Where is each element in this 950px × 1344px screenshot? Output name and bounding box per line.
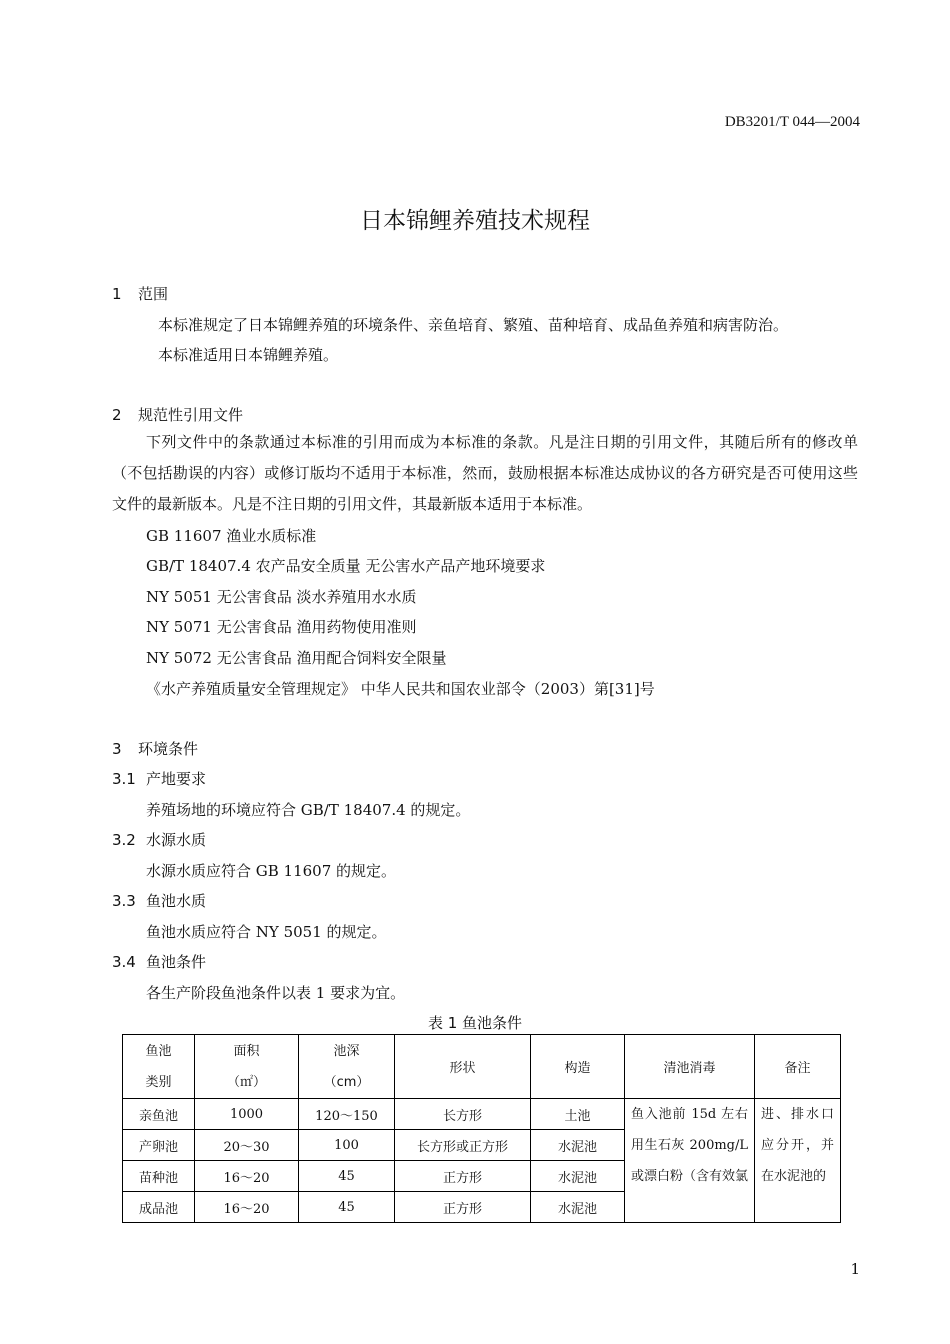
header-cell: 面积 （㎡） bbox=[195, 1035, 299, 1099]
document-code: DB3201/T 044—2004 bbox=[724, 114, 860, 130]
subsection-number: 3.1 bbox=[112, 770, 136, 788]
reference-item: NY 5051 无公害食品 淡水养殖用水水质 bbox=[146, 588, 417, 606]
section-2-heading bbox=[112, 404, 243, 425]
table-cell: 水泥池 bbox=[531, 1130, 625, 1161]
table-cell: 苗种池 bbox=[123, 1161, 195, 1192]
section-number: 2 bbox=[112, 406, 122, 424]
table-cell: 水泥池 bbox=[531, 1192, 625, 1223]
header-cell: 鱼池 类别 bbox=[123, 1035, 195, 1099]
subsection-number: 3.4 bbox=[112, 953, 136, 971]
subsection-number: 3.2 bbox=[112, 831, 136, 849]
table-row bbox=[123, 1099, 841, 1130]
page-number: 1 bbox=[850, 1260, 860, 1278]
table-cell: 正方形 bbox=[395, 1192, 531, 1223]
table-cell: 水泥池 bbox=[531, 1161, 625, 1192]
reference-item: GB 11607 渔业水质标准 bbox=[146, 527, 317, 545]
table-cell: 长方形或正方形 bbox=[395, 1130, 531, 1161]
table-cell: 45 bbox=[299, 1192, 395, 1223]
subsection-title: 水源水质 bbox=[146, 831, 207, 849]
cleaning-cell: 鱼入池前 15d 左右用生石灰 200mg/L 或漂白粉（含有效氯 bbox=[625, 1099, 755, 1223]
subsection-heading bbox=[112, 768, 206, 789]
pond-conditions-table bbox=[122, 1034, 841, 1223]
section-1-heading bbox=[112, 283, 168, 304]
table-cell: 1000 bbox=[195, 1099, 299, 1130]
header-cell: 清池消毒 bbox=[625, 1035, 755, 1099]
table-cell: 16～20 bbox=[195, 1161, 299, 1192]
section-title: 环境条件 bbox=[138, 740, 199, 758]
table-cell: 成品池 bbox=[123, 1192, 195, 1223]
table-cell: 120～150 bbox=[299, 1099, 395, 1130]
reference-item: GB/T 18407.4 农产品安全质量 无公害水产品产地环境要求 bbox=[146, 557, 546, 575]
header-cell: 构造 bbox=[531, 1035, 625, 1099]
subsection-title: 产地要求 bbox=[146, 770, 207, 788]
table-cell: 100 bbox=[299, 1130, 395, 1161]
subsection-number: 3.3 bbox=[112, 892, 136, 910]
paragraph: 下列文件中的条款通过本标准的引用而成为本标准的条款。凡是注日期的引用文件，其随后所有的修改单（不包括勘误的内容）或修订版均不适用于本标准，然而，鼓励根据本标准达成协议的各方研究是否可使用这些文件的最新版本。凡是不注日期的引用文件，其最新版本适用于本标准。 bbox=[112, 433, 858, 513]
table-cell: 正方形 bbox=[395, 1161, 531, 1192]
paragraph: 各生产阶段鱼池条件以表 1 要求为宜。 bbox=[146, 984, 406, 1002]
subsection-heading bbox=[112, 890, 206, 911]
table-cell: 16～20 bbox=[195, 1192, 299, 1223]
table-caption: 表 1 鱼池条件 bbox=[427, 1014, 523, 1032]
table-cell: 45 bbox=[299, 1161, 395, 1192]
reference-item: 《水产养殖质量安全管理规定》 中华人民共和国农业部令（2003）第[31]号 bbox=[146, 680, 655, 698]
notes-cell: 进、排水口应分开，并在水泥池的 bbox=[755, 1099, 841, 1223]
paragraph: 本标准规定了日本锦鲤养殖的环境条件、亲鱼培育、繁殖、苗种培育、成品鱼养殖和病害防治。 bbox=[158, 316, 789, 334]
table-cell: 长方形 bbox=[395, 1099, 531, 1130]
header-cell: 池深 （cm） bbox=[299, 1035, 395, 1099]
section-title: 规范性引用文件 bbox=[138, 406, 244, 424]
section-title: 范围 bbox=[138, 285, 169, 303]
paragraph: 水源水质应符合 GB 11607 的规定。 bbox=[146, 862, 397, 880]
table-header-row bbox=[123, 1035, 841, 1099]
section-number: 1 bbox=[112, 285, 122, 303]
subsection-title: 鱼池水质 bbox=[146, 892, 207, 910]
document-title: 日本锦鲤养殖技术规程 bbox=[360, 208, 590, 234]
reference-item: NY 5072 无公害食品 渔用配合饲料安全限量 bbox=[146, 649, 447, 667]
subsection-heading bbox=[112, 951, 206, 972]
subsection-heading bbox=[112, 829, 206, 850]
section-3-heading bbox=[112, 738, 198, 759]
table-cell: 土池 bbox=[531, 1099, 625, 1130]
table-cell: 亲鱼池 bbox=[123, 1099, 195, 1130]
header-cell: 形状 bbox=[395, 1035, 531, 1099]
table-cell: 20～30 bbox=[195, 1130, 299, 1161]
paragraph: 养殖场地的环境应符合 GB/T 18407.4 的规定。 bbox=[146, 801, 471, 819]
section-number: 3 bbox=[112, 740, 122, 758]
reference-item: NY 5071 无公害食品 渔用药物使用准则 bbox=[146, 618, 417, 636]
table-cell: 产卵池 bbox=[123, 1130, 195, 1161]
header-cell: 备注 bbox=[755, 1035, 841, 1099]
paragraph: 鱼池水质应符合 NY 5051 的规定。 bbox=[146, 923, 387, 941]
subsection-title: 鱼池条件 bbox=[146, 953, 207, 971]
paragraph: 本标准适用日本锦鲤养殖。 bbox=[158, 346, 339, 364]
